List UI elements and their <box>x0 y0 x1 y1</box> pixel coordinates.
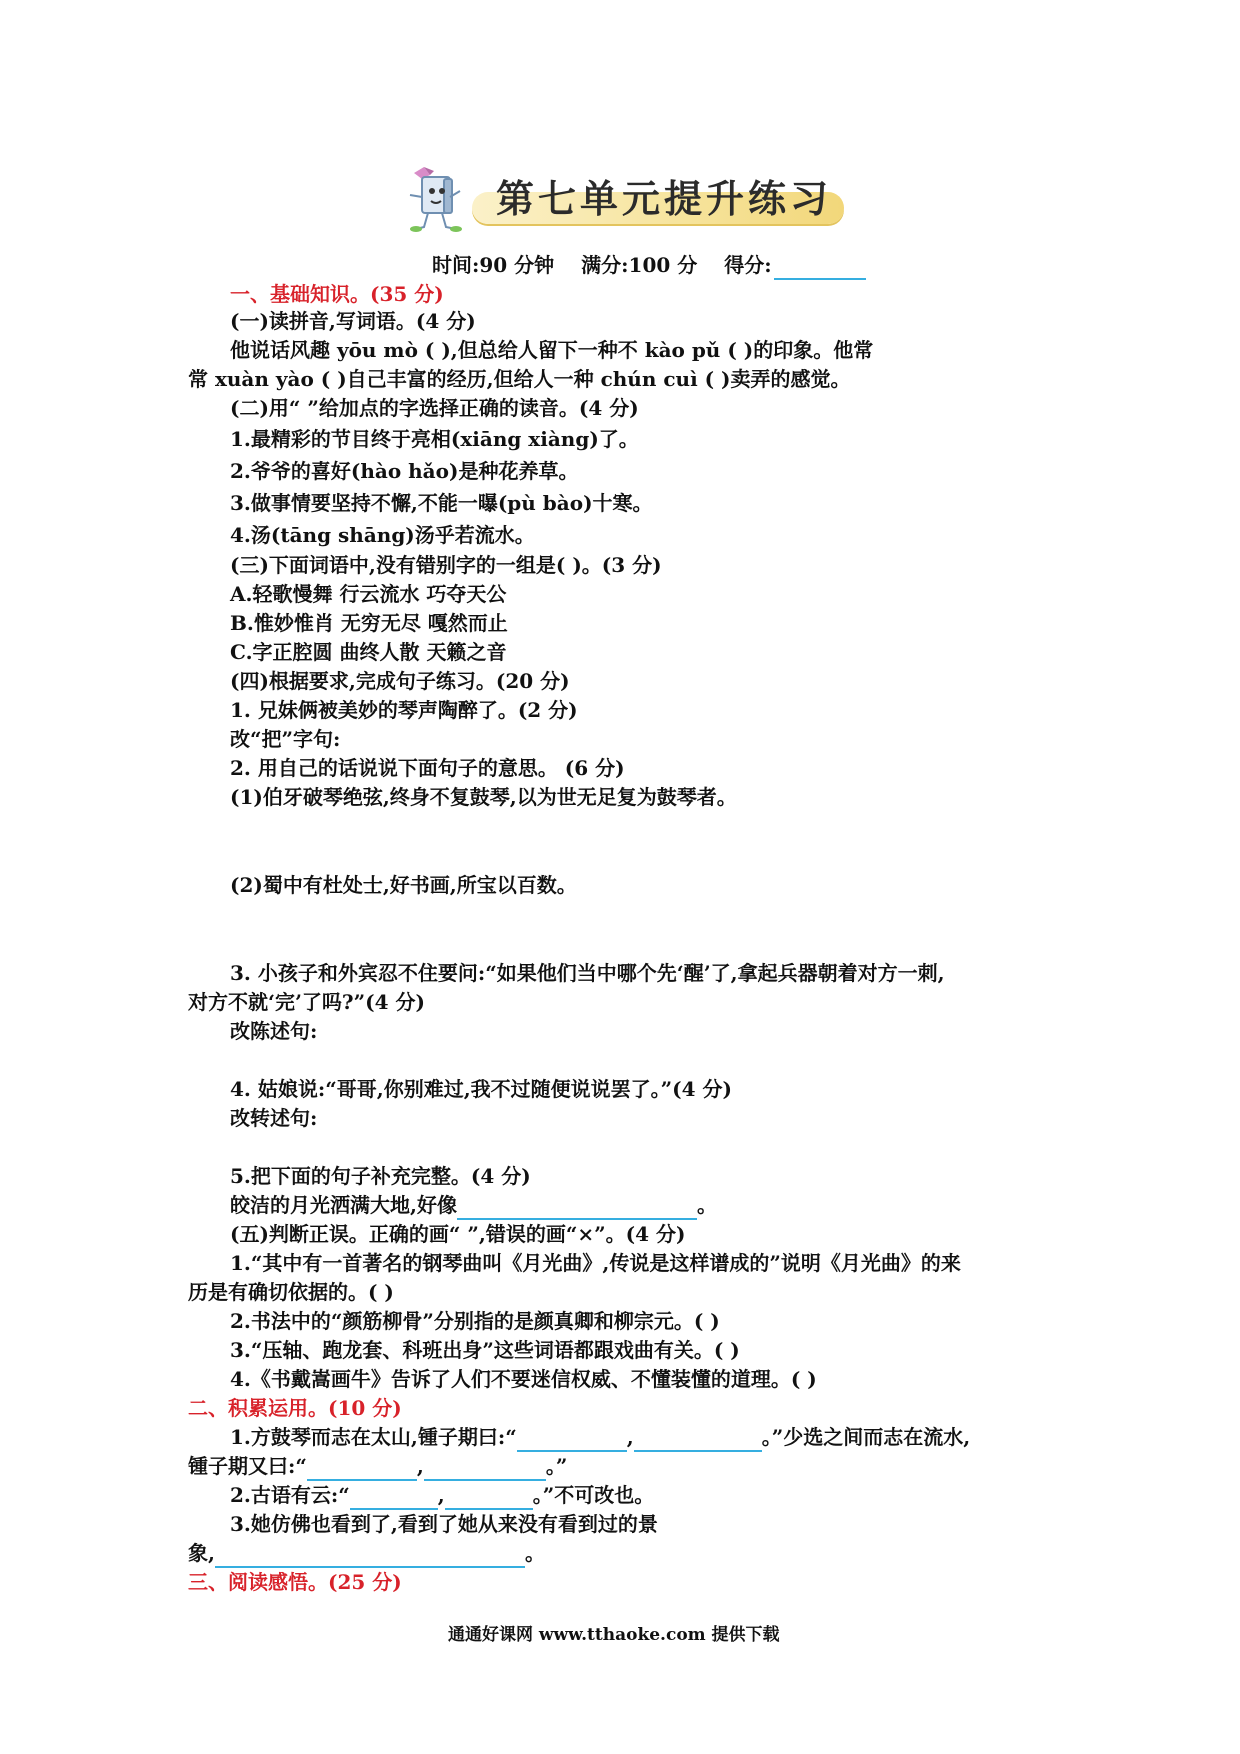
judge-2: 2.书法中的“颜筋柳骨”分别指的是颜真卿和柳宗元。( ) <box>230 1309 720 1333</box>
accumulation-2-comma: , <box>437 1483 445 1507</box>
part4-title: (四)根据要求,完成句子练习。(20 分) <box>230 669 570 693</box>
accumulation-2-blank-b[interactable] <box>445 1486 533 1510</box>
accumulation-2-blank-a[interactable] <box>350 1486 438 1510</box>
section-heading-basics: 一、基础知识。(35 分) <box>230 282 444 306</box>
question-5-sentence <box>230 1190 717 1220</box>
question-1-requirement: 改“把”字句: <box>230 727 341 751</box>
part1-line1: 他说话风趣 yōu mò ( ),但总给人留下一种不 kào pǔ ( )的印象。他常 <box>230 338 874 362</box>
question-5-blank[interactable] <box>457 1196 697 1220</box>
score-label: 得分: <box>724 253 772 277</box>
part5-title: (五)判断正误。正确的画“ ”,错误的画“×”。(4 分) <box>230 1222 686 1246</box>
part3-option-c: C.字正腔圆 曲终人散 天籁之音 <box>230 640 507 664</box>
question-3-line2: 对方不就‘完’了吗?”(4 分) <box>188 990 425 1014</box>
accumulation-1-line2 <box>188 1451 567 1481</box>
accumulation-1-comma: , <box>626 1425 634 1449</box>
part3-option-b: B.惟妙惟肖 无穷无尽 嘎然而止 <box>230 611 508 635</box>
accumulation-3-prefix: 象, <box>188 1541 215 1565</box>
question-2-sentence-b: (2)蜀中有杜处士,好书画,所宝以百数。 <box>230 873 577 897</box>
time-limit: 时间:90 分钟 <box>432 253 555 277</box>
part3-title: (三)下面词语中,没有错别字的一组是( )。(3 分) <box>230 553 662 577</box>
question-5: 5.把下面的句子补充完整。(4 分) <box>230 1164 531 1188</box>
accumulation-1b-prefix: 锺子期又曰:“ <box>188 1454 307 1478</box>
section-heading-reading: 三、阅读感悟。(25 分) <box>188 1570 402 1594</box>
question-2-sentence-a: (1)伯牙破琴绝弦,终身不复鼓琴,以为世无足复为鼓琴者。 <box>230 785 737 809</box>
accumulation-1-suffix: 。”少选之间而志在流水, <box>761 1425 971 1449</box>
accumulation-2-suffix: 。”不可改也。 <box>532 1483 655 1507</box>
question-4-requirement: 改转述句: <box>230 1106 318 1130</box>
accumulation-3-blank[interactable] <box>215 1544 525 1568</box>
accumulation-1-blank-d[interactable] <box>424 1457 546 1481</box>
part2-item-4: 4.汤(tāng shāng)汤乎若流水。 <box>230 523 535 547</box>
judge-4: 4.《书戴嵩画牛》告诉了人们不要迷信权威、不懂装懂的道理。( ) <box>230 1367 817 1391</box>
accumulation-1-prefix: 1.方鼓琴而志在太山,锺子期曰:“ <box>230 1425 517 1449</box>
part2-item-1: 1.最精彩的节目终于亮相(xiāng xiàng)了。 <box>230 427 639 451</box>
exam-meta <box>432 250 886 280</box>
book-mascot-icon <box>400 165 470 233</box>
accumulation-1-blank-b[interactable] <box>634 1428 762 1452</box>
footer-source: 通通好课网 www.tthaoke.com 提供下载 <box>448 1625 780 1645</box>
part2-title: (二)用“ ”给加点的字选择正确的读音。(4 分) <box>230 396 639 420</box>
part2-item-2: 2.爷爷的喜好(hào hǎo)是种花养草。 <box>230 459 579 483</box>
judge-3: 3.“压轴、跑龙套、科班出身”这些词语都跟戏曲有关。( ) <box>230 1338 740 1362</box>
part1-line2: 常 xuàn yào ( )自己丰富的经历,但给人一种 chún cuì ( )卖弄的感觉。 <box>188 367 851 391</box>
accumulation-3-line1: 3.她仿佛也看到了,看到了她从来没有看到过的景 <box>230 1512 658 1536</box>
accumulation-2-prefix: 2.古语有云:“ <box>230 1483 350 1507</box>
accumulation-3-line2 <box>188 1538 545 1568</box>
part2-item-3: 3.做事情要坚持不懈,不能一曝(pù bào)十寒。 <box>230 491 653 515</box>
part1-title: (一)读拼音,写词语。(4 分) <box>230 309 476 333</box>
question-1: 1. 兄妹俩被美妙的琴声陶醉了。(2 分) <box>230 698 578 722</box>
question-3-line1: 3. 小孩子和外宾忍不住要问:“如果他们当中哪个先‘醒’了,拿起兵器朝着对方一刺, <box>230 961 945 985</box>
accumulation-1b-suffix: 。” <box>545 1454 568 1478</box>
section-heading-accumulation: 二、积累运用。(10 分) <box>188 1396 402 1420</box>
part3-option-a: A.轻歌慢舞 行云流水 巧夺天公 <box>230 582 507 606</box>
judge-1-line1: 1.“其中有一首著名的钢琴曲叫《月光曲》,传说是这样谱成的”说明《月光曲》的来 <box>230 1251 961 1275</box>
question-2: 2. 用自己的话说说下面句子的意思。 (6 分) <box>230 756 625 780</box>
question-4: 4. 姑娘说:“哥哥,你别难过,我不过随便说说罢了。”(4 分) <box>230 1077 732 1101</box>
accumulation-3-suffix: 。 <box>524 1541 545 1565</box>
full-score: 满分:100 分 <box>581 253 698 277</box>
accumulation-1-blank-a[interactable] <box>517 1428 627 1452</box>
question-3-requirement: 改陈述句: <box>230 1019 318 1043</box>
judge-1-line2: 历是有确切依据的。( ) <box>188 1280 394 1304</box>
question-5-end: 。 <box>696 1193 717 1217</box>
accumulation-1b-comma: , <box>416 1454 424 1478</box>
accumulation-1-blank-c[interactable] <box>307 1457 417 1481</box>
page-title: 第七单元提升练习 <box>496 176 833 221</box>
score-blank[interactable] <box>774 256 866 280</box>
question-5-text: 皎洁的月光洒满大地,好像 <box>230 1193 457 1217</box>
accumulation-2 <box>230 1480 654 1510</box>
accumulation-1-line1 <box>230 1422 970 1452</box>
